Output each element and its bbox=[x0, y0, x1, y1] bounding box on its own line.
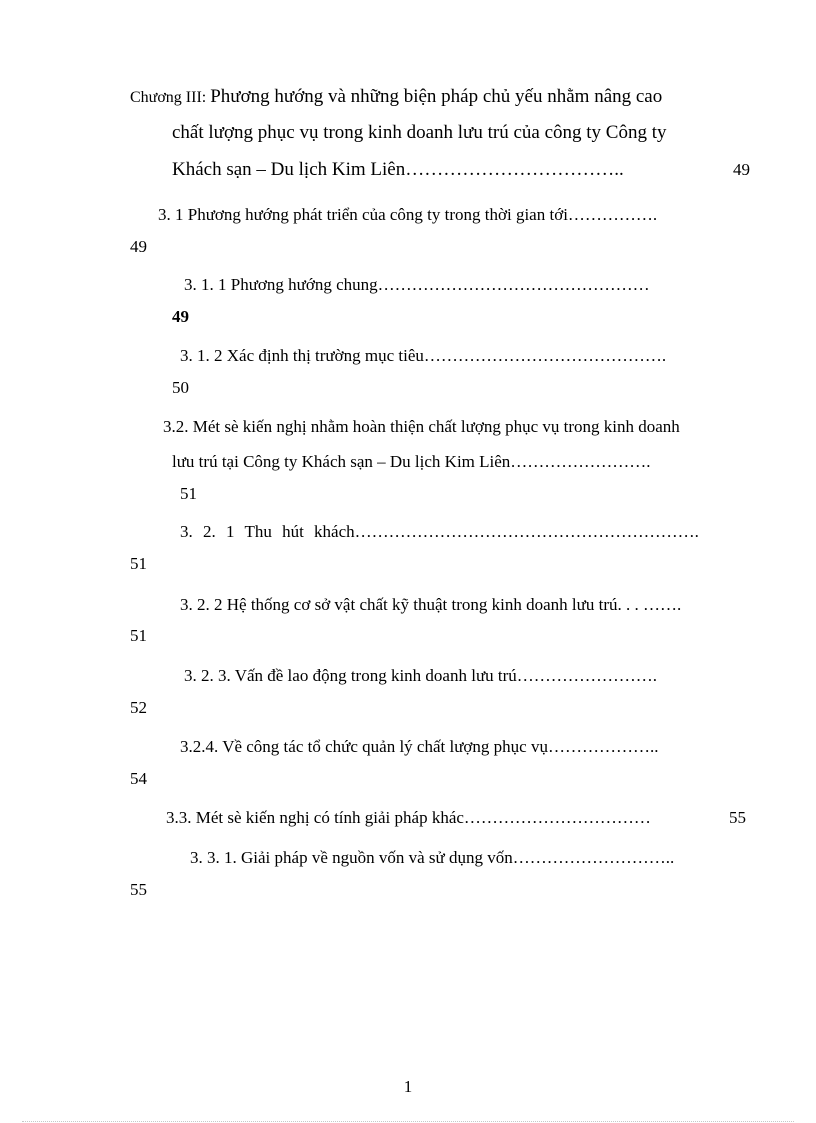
page-number: 1 bbox=[403, 1077, 413, 1096]
toc-3-1-1-title bbox=[184, 275, 650, 295]
toc-3-2-2-page: 51 bbox=[130, 626, 147, 645]
toc-3-2-3-title: 3. 2. 3. Vấn đề lao động trong kinh doanh lưu trú……………………. bbox=[184, 666, 658, 685]
footer-divider bbox=[22, 1121, 794, 1122]
toc-3-3-page: 55 bbox=[729, 808, 746, 827]
toc-3-1-1-text: 3. 1. 1 Phương hướng chung………………………………………… bbox=[184, 275, 650, 294]
toc-chapter3-title-line2: chất lượng phục vụ trong kinh doanh lưu trú của công ty Công ty bbox=[172, 122, 667, 143]
toc-3-2-title-line2: lưu trú tại Công ty Khách sạn – Du lịch Kim Liên……………………. bbox=[172, 452, 651, 471]
toc-3-2-2-title: 3. 2. 2 Hệ thống cơ sở vật chất kỹ thuật trong kinh doanh lưu trú. . . ……. bbox=[180, 595, 682, 614]
toc-3-2-3-page: 52 bbox=[130, 698, 147, 717]
toc-3-2-page: 51 bbox=[180, 484, 197, 503]
toc-3-3-title: 3.3. Mét sè kiến nghị có tính giải pháp khác…………………………… bbox=[166, 808, 651, 827]
toc-chapter3-prefix: Chương III: bbox=[130, 89, 211, 106]
toc-3-2-4-page: 54 bbox=[130, 769, 147, 788]
toc-3-1-page: 49 bbox=[130, 237, 147, 256]
toc-3-2-4-title: 3.2.4. Về công tác tổ chức quản lý chất lượng phục vụ……………….. bbox=[180, 737, 659, 756]
toc-3-1-2-title: 3. 1. 2 Xác định thị trường mục tiêu……………………………………. bbox=[180, 346, 667, 365]
toc-chapter3-title-line3: Khách sạn – Du lịch Kim Liên…………………………….. bbox=[172, 159, 624, 180]
toc-chapter3-page: 49 bbox=[733, 160, 750, 179]
toc-3-2-1-page: 51 bbox=[130, 554, 147, 573]
toc-3-1-title: 3. 1 Phương hướng phát triển của công ty trong thời gian tới……………. bbox=[158, 205, 658, 224]
toc-3-3-1-page: 55 bbox=[130, 880, 147, 899]
toc-3-1-2-page: 50 bbox=[172, 378, 189, 397]
toc-3-1-1-page: 49 bbox=[172, 307, 189, 326]
toc-chapter3-line1 bbox=[130, 87, 662, 108]
toc-3-2-title-line1: 3.2. Mét sè kiến nghị nhằm hoàn thiện chất lượng phục vụ trong kinh doanh bbox=[163, 417, 680, 436]
toc-3-2-1-title: 3. 2. 1 Thu hút khách……………………………………………………. bbox=[180, 522, 699, 541]
toc-chapter3-title-line1: Phương hướng và những biện pháp chủ yếu nhằm nâng cao bbox=[210, 86, 663, 107]
toc-3-3-1-title: 3. 3. 1. Giải pháp về nguồn vốn và sử dụng vốn……………………….. bbox=[190, 848, 675, 867]
